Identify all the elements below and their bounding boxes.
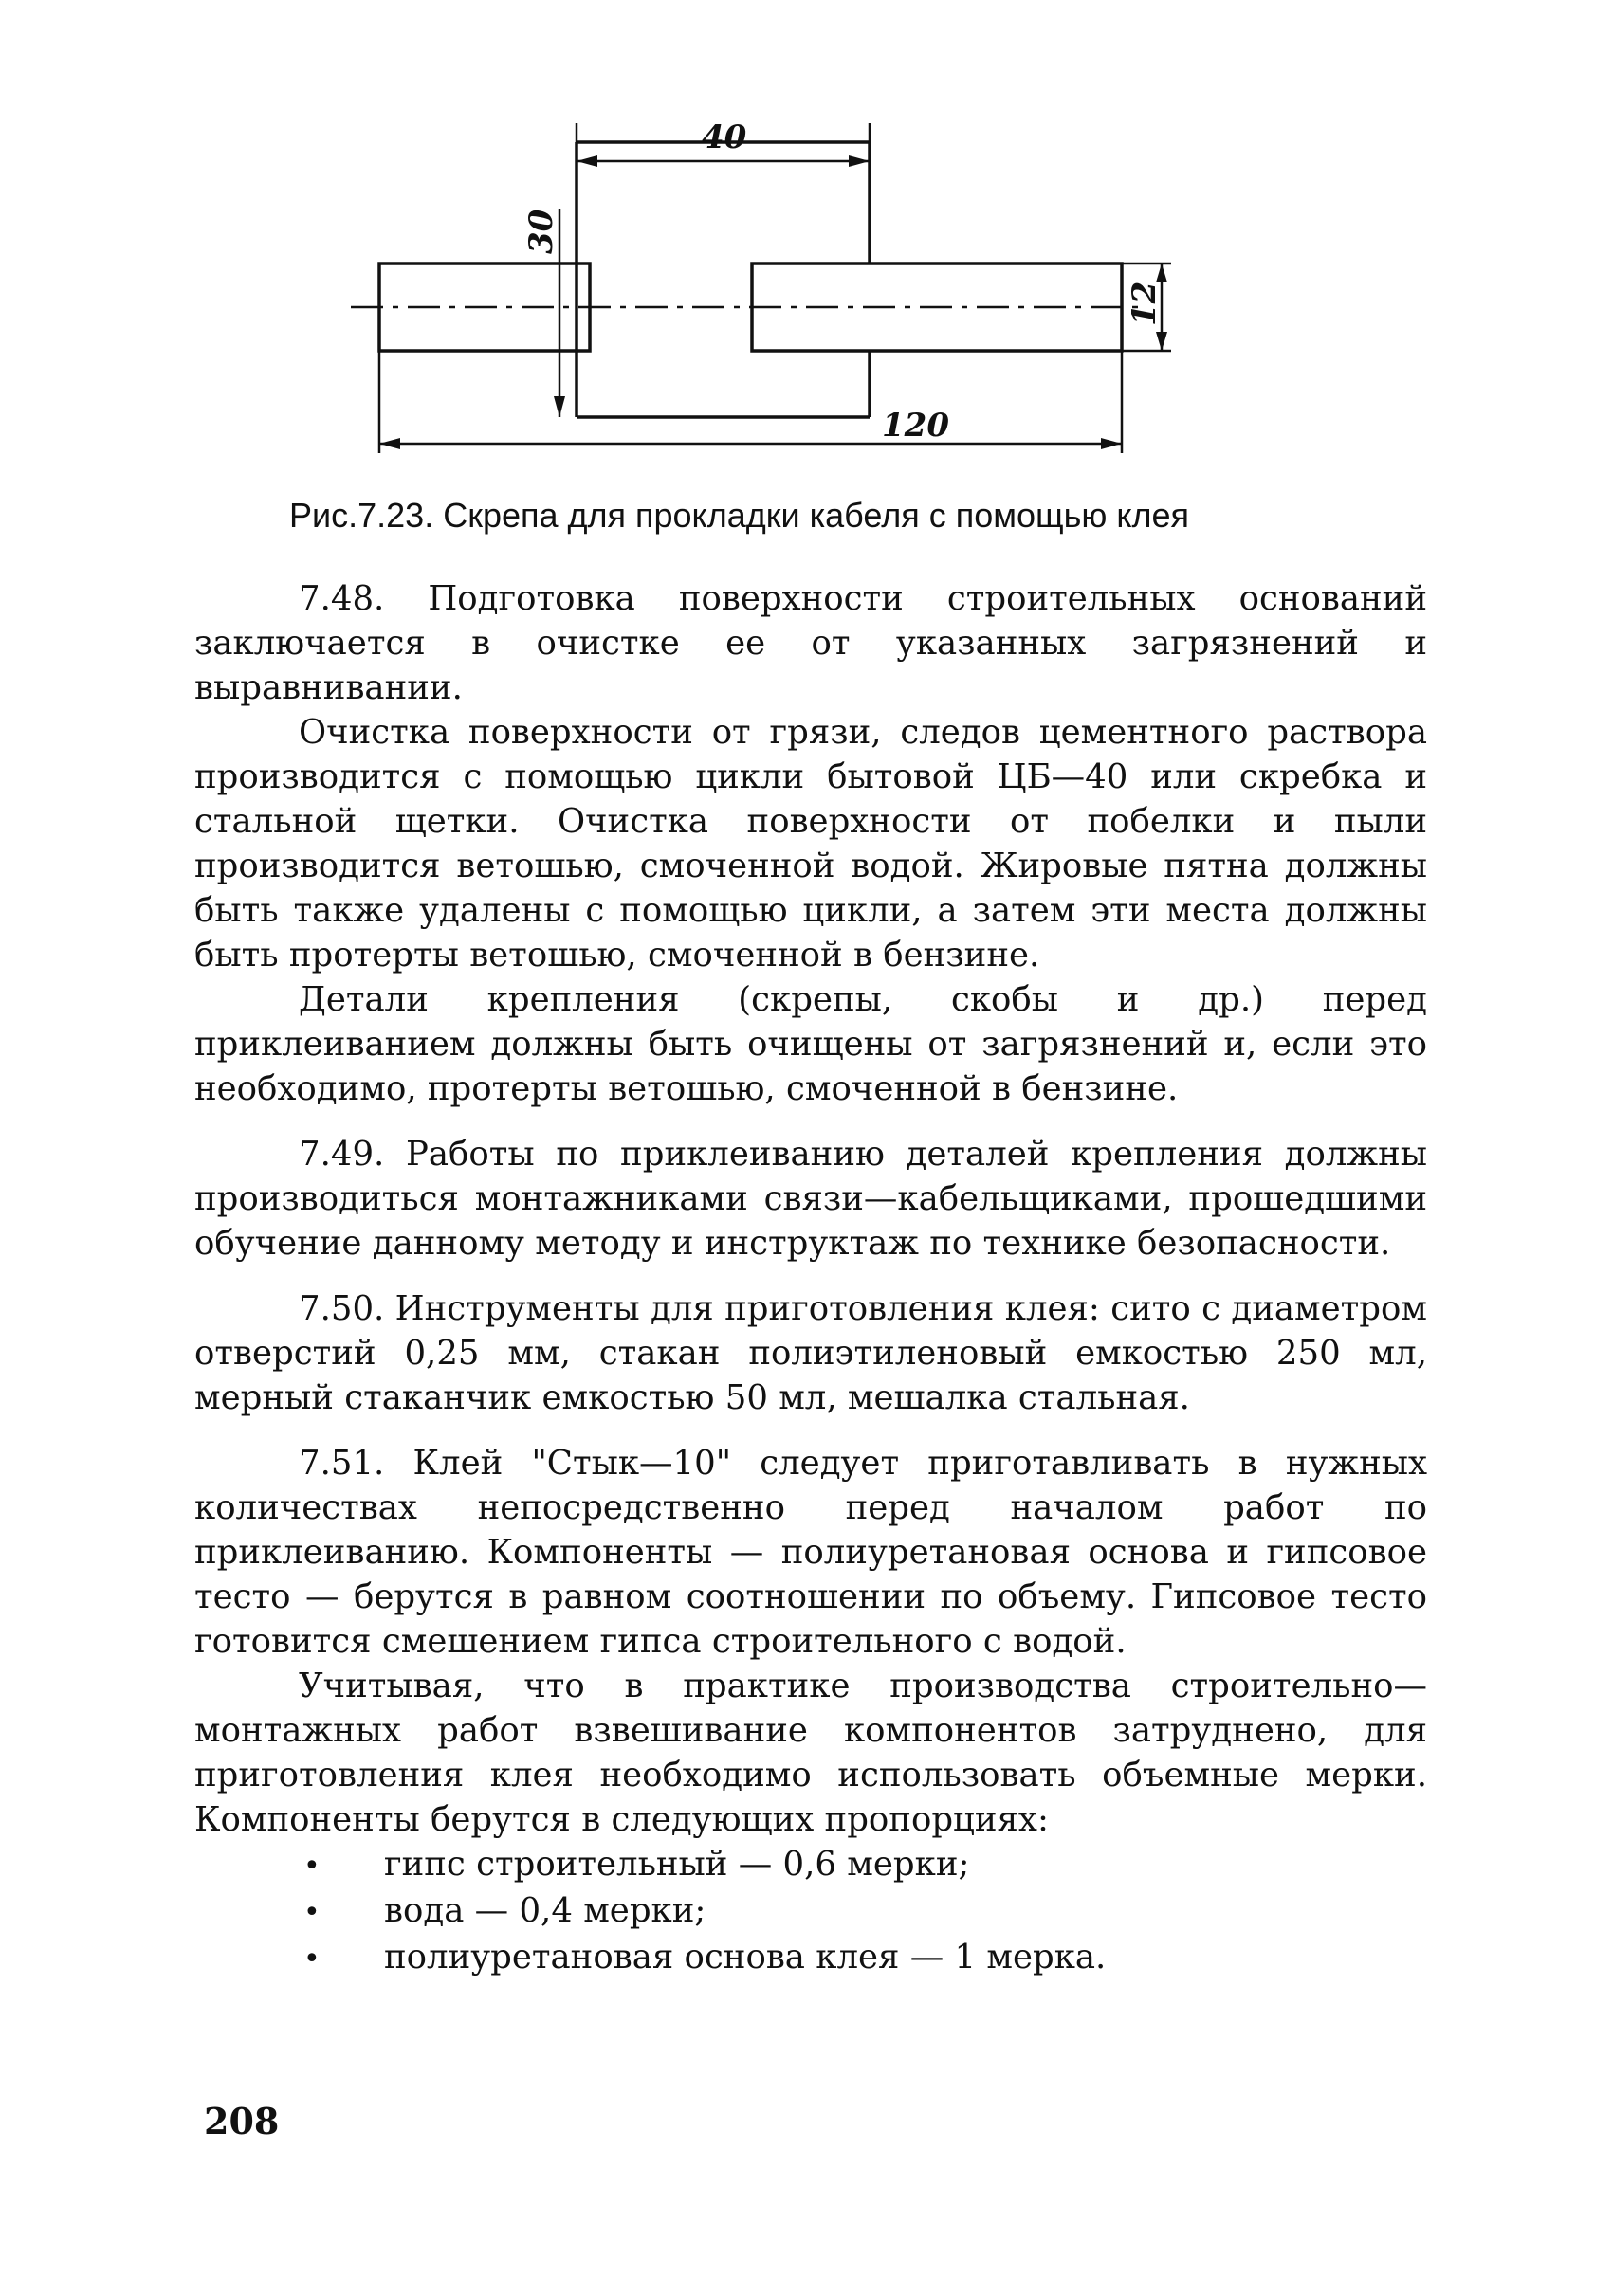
bullet-icon: • [303,1896,321,1929]
bracket-outline [379,142,1122,417]
paragraph-7-48: 7.48. Подготовка поверхности строительных оснований заключается в очистке ее от указанных загрязнений и выравнивании. [194,579,1427,707]
page-number: 208 [204,2100,280,2142]
list-item [194,1935,1427,1981]
list-item-text: гипс строительный — 0,6 мерки; [384,1845,970,1884]
list-item-text: вода — 0,4 мерки; [384,1891,706,1930]
paragraph-7-50: 7.50. Инструменты для приготовления клея: сито с диаметром отверстий 0,25 мм, стакан полиэтиленовый емкостью 250 мл, мерный стаканчик емкостью 50 мл, мешалка стальная. [194,1289,1427,1417]
dimension-lines [379,123,1171,453]
figure-caption: Рис.7.23. Скрепа для прокладки кабеля с помощью клея [289,496,1190,535]
dimension-label-30: 30 [522,209,560,254]
dimension-label-12: 12 [1126,281,1164,326]
paragraph-fastening-parts: Детали крепления (скрепы, скобы и др.) перед приклеиванием должны быть очищены от загрязнений и, если это необходимо, протерты ветошью, смоченной в бензине. [194,980,1427,1108]
components-list [194,1842,1427,1981]
body-text [194,576,1427,1981]
dimension-arrows [379,155,1167,449]
technical-drawing [313,114,1299,502]
dimension-label-120: 120 [882,407,949,445]
bullet-icon: • [303,1942,321,1976]
list-item [194,1842,1427,1888]
list-item [194,1888,1427,1935]
dimension-label-40: 40 [702,118,747,156]
list-item-text: полиуретановая основа клея — 1 мерка. [384,1938,1107,1977]
bullet-icon: • [303,1850,321,1883]
paragraph-proportions: Учитывая, что в практике производства строительно—монтажных работ взвешивание компонентов затруднено, для приготовления клея необходимо использовать объемные мерки. Компоненты берутся в следующих пропорциях: [194,1667,1427,1839]
paragraph-7-49: 7.49. Работы по приклеиванию деталей крепления должны производиться монтажниками связи—кабельщиками, прошедшими обучение данному методу и инструктаж по технике безопасности. [194,1135,1427,1263]
bracket-drawing-svg [313,114,1299,502]
paragraph-cleaning: Очистка поверхности от грязи, следов цементного раствора производится с помощью цикли бытовой ЦБ—40 или скребка и стальной щетки. Очистка поверхности от побелки и пыли производится ветошью, смоченной водой. Жировые пятна должны быть также удалены с помощью цикли, а затем эти места должны быть протерты ветошью, смоченной в бензине. [194,713,1427,975]
paragraph-7-51: 7.51. Клей "Стык—10" следует приготавливать в нужных количествах непосредственно перед началом работ по приклеиванию. Компоненты — полиуретановая основа и гипсовое тесто — берутся в равном соотношении по объему. Гипсовое тесто готовится смешением гипса строительного с водой. [194,1444,1427,1661]
